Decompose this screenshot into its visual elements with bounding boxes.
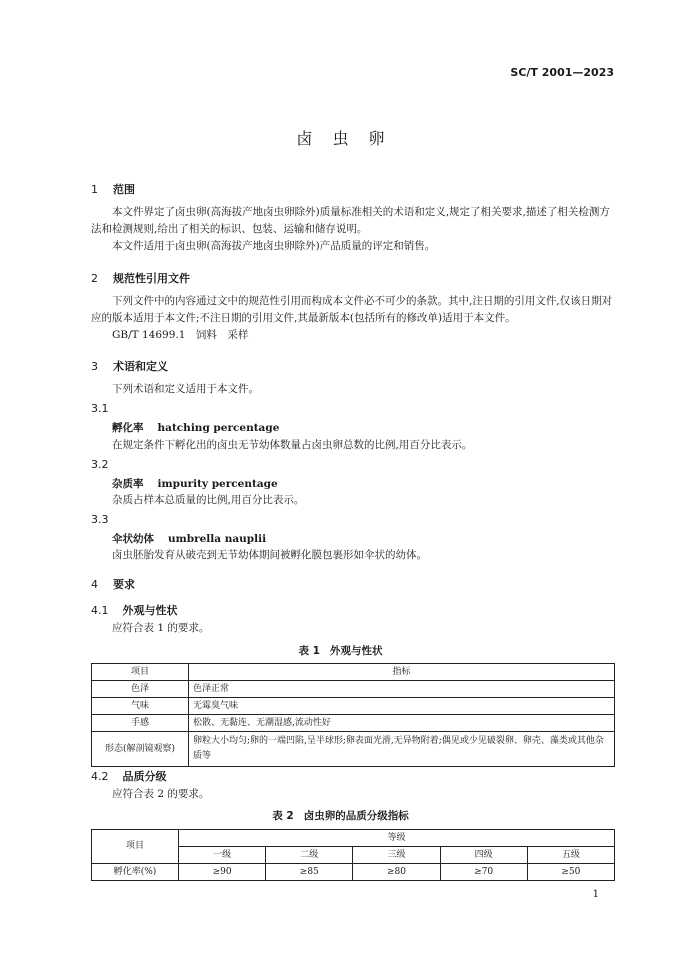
- section-4-heading: [91, 576, 135, 592]
- term-heading: [112, 531, 266, 546]
- table-cell: 松散、无黏连、无潮湿感,流动性好: [189, 715, 615, 732]
- table-row: [92, 715, 615, 732]
- table-cell: 无霉臭气味: [189, 698, 615, 715]
- section-1-heading: [91, 181, 135, 197]
- table-cell: ≥80: [353, 864, 440, 881]
- term-number: 3.1: [91, 402, 109, 415]
- term-en: hatching percentage: [157, 422, 280, 434]
- term-definition: 卤虫胚胎发育从破壳到无节幼体期间被孵化膜包裹形如伞状的幼体。: [112, 549, 427, 561]
- table-cell: 色泽正常: [189, 681, 615, 698]
- scope-paragraph-2: 本文件适用于卤虫卵(高海拔产地卤虫卵除外)产品质量的评定和销售。: [112, 240, 436, 252]
- table-caption: 外观与性状: [329, 645, 383, 657]
- table-header-row: [92, 830, 615, 847]
- table-header-cell: 项目: [92, 830, 179, 864]
- table-label: 表 1: [298, 645, 320, 657]
- subsection-4-1-text: 应符合表 1 的要求。: [112, 622, 210, 634]
- term-definition: 杂质占样本总质量的比例,用百分比表示。: [112, 494, 305, 506]
- table-header-cell: 项目: [92, 664, 189, 681]
- term-number: 3.3: [91, 513, 109, 526]
- table-cell: ≥70: [440, 864, 527, 881]
- table-header-cell: 指标: [189, 664, 615, 681]
- table-1: [91, 663, 615, 767]
- table-cell: ≥85: [266, 864, 353, 881]
- table-header-row: [92, 664, 615, 681]
- table-caption: 卤虫卵的品质分级指标: [303, 810, 409, 822]
- section-number: 4: [91, 578, 98, 591]
- term-zh: 杂质率: [112, 478, 144, 490]
- table-cell: 气味: [92, 698, 189, 715]
- table-header-cell: 四级: [440, 847, 527, 864]
- section-3-heading: [91, 358, 168, 374]
- table-row: [92, 698, 615, 715]
- term-definition: 在规定条件下孵化出的卤虫无节幼体数量占卤虫卵总数的比例,用百分比表示。: [112, 439, 473, 451]
- table-cell: ≥90: [179, 864, 266, 881]
- section-title: 要求: [113, 578, 135, 591]
- subsection-title: 品质分级: [122, 770, 167, 783]
- section-title: 范围: [113, 183, 135, 196]
- term-heading: [112, 476, 278, 491]
- table-header-cell: 一级: [179, 847, 266, 864]
- term-en: umbrella nauplii: [168, 533, 267, 545]
- table-cell: 孵化率(%): [92, 864, 179, 881]
- table-row: [92, 732, 615, 767]
- normative-reference: GB/T 14699.1 饲料 采样: [112, 329, 249, 341]
- section-title: 规范性引用文件: [113, 272, 190, 285]
- normative-paragraph: 下列文件中的内容通过文中的规范性引用而构成本文件必不可少的条款。其中,注日期的引用文件,仅该日期对应的版本适用于本文件;不注日期的引用文件,其最新版本(包括所有的修改单)适用于本文件。: [91, 295, 613, 324]
- table-cell: ≥50: [527, 864, 614, 881]
- term-zh: 孵化率: [112, 422, 144, 434]
- table-cell: 形态(解剖镜观察): [92, 732, 189, 767]
- table-row: [92, 681, 615, 698]
- table-2: [91, 829, 615, 881]
- term-heading: [112, 420, 279, 435]
- table-cell: 卵粒大小均匀;卵的一端凹陷,呈半球形;卵表面光滑,无异物附着;偶见或少见破裂卵、卵壳、藻类或其他杂质等: [189, 732, 615, 767]
- term-number: 3.2: [91, 458, 109, 471]
- section-2-heading: [91, 270, 190, 286]
- section-number: 1: [91, 183, 98, 196]
- subsection-number: 4.2: [91, 770, 109, 783]
- table-row: [92, 864, 615, 881]
- subsection-4-2-text: 应符合表 2 的要求。: [112, 788, 210, 800]
- section-title: 术语和定义: [113, 360, 168, 373]
- subsection-4-1-heading: [91, 602, 178, 618]
- terms-intro: 下列术语和定义适用于本文件。: [112, 383, 259, 395]
- subsection-title: 外观与性状: [122, 604, 178, 617]
- subsection-4-2-heading: [91, 768, 167, 784]
- table-cell: 色泽: [92, 681, 189, 698]
- term-zh: 伞状幼体: [112, 533, 154, 545]
- section-number: 2: [91, 272, 98, 285]
- standard-code: SC/T 2001—2023: [510, 66, 614, 79]
- table-header-cell: 三级: [353, 847, 440, 864]
- table-1-caption: [0, 643, 681, 658]
- page-number: 1: [592, 889, 599, 900]
- section-number: 3: [91, 360, 98, 373]
- table-cell: 手感: [92, 715, 189, 732]
- table-header-cell: 二级: [266, 847, 353, 864]
- table-header-cell: 五级: [527, 847, 614, 864]
- table-2-caption: [0, 808, 681, 823]
- table-label: 表 2: [272, 810, 294, 822]
- table-header-cell: 等级: [179, 830, 615, 847]
- term-en: impurity percentage: [157, 478, 278, 490]
- scope-paragraph-1: 本文件界定了卤虫卵(高海拔产地卤虫卵除外)质量标准相关的术语和定义,规定了相关要求,描述了相关检测方法和检测规则,给出了相关的标识、包装、运输和储存说明。: [91, 206, 610, 235]
- page-title: 卤虫卵: [296, 129, 405, 148]
- subsection-number: 4.1: [91, 604, 109, 617]
